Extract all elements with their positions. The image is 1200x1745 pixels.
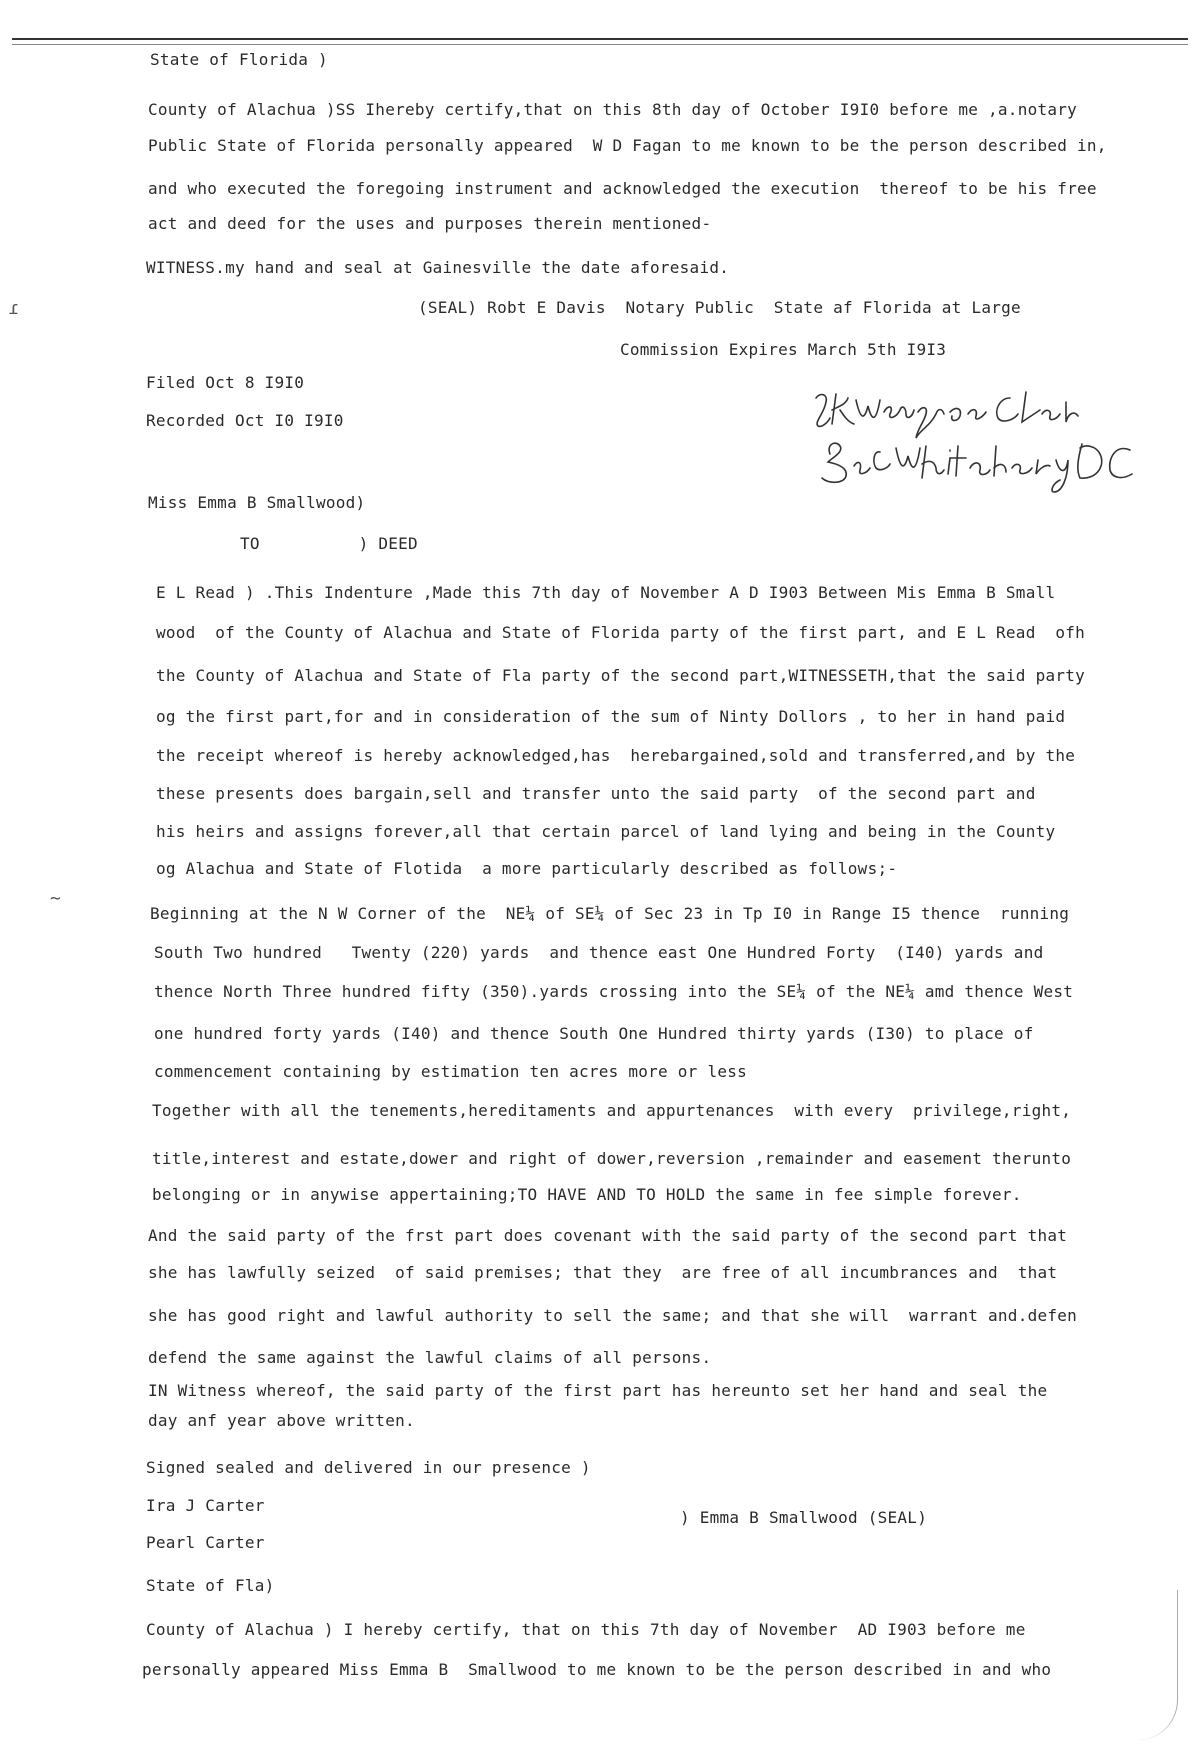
document-line: she has lawfully seized of said premises; that they are free of all incumbrances and that bbox=[148, 1263, 1058, 1282]
document-line: Pearl Carter bbox=[146, 1533, 265, 1552]
document-line: WITNESS.my hand and seal at Gainesville the date aforesaid. bbox=[146, 258, 730, 277]
svg-text:J H Wreinges Clerk By E Whiteh: J H Wreinges Clerk By E Whitehead DC bbox=[810, 496, 832, 497]
document-line: And the said party of the frst part does covenant with the said party of the second part that bbox=[148, 1226, 1068, 1245]
document-line: she has good right and lawful authority to sell the same; and that she will warrant and.defen bbox=[148, 1306, 1077, 1325]
document-line: South Two hundred Twenty (220) yards and thence east One Hundred Forty (I40) yards and bbox=[154, 943, 1044, 962]
document-line: (SEAL) Robt E Davis Notary Public State af Florida at Large bbox=[418, 298, 1021, 317]
document-line: County of Alachua )SS Ihereby certify,that on this 8th day of October I9I0 before me ,a.notary bbox=[148, 100, 1077, 119]
document-line: personally appeared Miss Emma B Smallwood to me known to be the person described in and who bbox=[142, 1660, 1052, 1679]
document-line: Beginning at the N W Corner of the NE¼ of SE¼ of Sec 23 in Tp I0 in Range I5 thence running bbox=[150, 904, 1070, 923]
document-line: wood of the County of Alachua and State of Florida party of the first part, and E L Read ofh bbox=[156, 623, 1085, 642]
document-line: act and deed for the uses and purposes therein mentioned- bbox=[148, 214, 712, 233]
document-line: day anf year above written. bbox=[148, 1411, 415, 1430]
document-line: Public State of Florida personally appeared W D Fagan to me known to be the person described in, bbox=[148, 136, 1107, 155]
document-line: Together with all the tenements,hereditaments and appurtenances with every privilege,right, bbox=[152, 1101, 1072, 1120]
document-line: Signed sealed and delivered in our presence ) bbox=[146, 1458, 591, 1477]
top-rule-secondary bbox=[12, 44, 1188, 45]
document-line: thence North Three hundred fifty (350).yards crossing into the SE¼ of the NE¼ amd thence West bbox=[154, 982, 1074, 1001]
page-curl-edge bbox=[1117, 1590, 1178, 1740]
document-line: these presents does bargain,sell and transfer unto the said party of the second part and bbox=[156, 784, 1036, 803]
document-line: his heirs and assigns forever,all that certain parcel of land lying and being in the County bbox=[156, 822, 1056, 841]
top-rule bbox=[12, 38, 1188, 40]
document-line: State of Fla) bbox=[146, 1576, 275, 1595]
clerk-signature bbox=[810, 388, 1140, 498]
document-line: one hundred forty yards (I40) and thence South One Hundred thirty yards (I30) to place of bbox=[154, 1024, 1034, 1043]
document-line: ) Emma B Smallwood (SEAL) bbox=[680, 1508, 928, 1527]
document-line: Recorded Oct I0 I9I0 bbox=[146, 411, 344, 430]
margin-mark: ~ bbox=[50, 888, 61, 909]
document-line: title,interest and estate,dower and right of dower,reversion ,remainder and easement therunto bbox=[152, 1149, 1072, 1168]
document-line: defend the same against the lawful claims of all persons. bbox=[148, 1348, 712, 1367]
document-line: and who executed the foregoing instrument and acknowledged the execution thereof to be his free bbox=[148, 179, 1097, 198]
document-line: Filed Oct 8 I9I0 bbox=[146, 373, 305, 392]
document-line: the receipt whereof is hereby acknowledged,has herebargained,sold and transferred,and by the bbox=[156, 746, 1076, 765]
document-line: TO ) DEED bbox=[240, 534, 418, 553]
document-line: E L Read ) .This Indenture ,Made this 7th day of November A D I903 Between Mis Emma B Small bbox=[156, 583, 1056, 602]
document-line: og Alachua and State of Flotida a more particularly described as follows;- bbox=[156, 859, 898, 878]
margin-mark: ɾ bbox=[8, 298, 19, 319]
document-line: the County of Alachua and State of Fla party of the second part,WITNESSETH,that the said party bbox=[156, 666, 1085, 685]
document-line: County of Alachua ) I hereby certify, that on this 7th day of November AD I903 before me bbox=[146, 1620, 1026, 1639]
document-line: og the first part,for and in consideration of the sum of Ninty Dollors , to her in hand paid bbox=[156, 707, 1066, 726]
document-line: Commission Expires March 5th I9I3 bbox=[620, 340, 947, 359]
document-line: Miss Emma B Smallwood) bbox=[148, 493, 366, 512]
document-line: Ira J Carter bbox=[146, 1496, 265, 1515]
document-line: State of Florida ) bbox=[150, 50, 328, 69]
document-line: IN Witness whereof, the said party of the first part has hereunto set her hand and seal the bbox=[148, 1381, 1048, 1400]
document-line: belonging or in anywise appertaining;TO HAVE AND TO HOLD the same in fee simple forever. bbox=[152, 1185, 1022, 1204]
document-line: commencement containing by estimation ten acres more or less bbox=[154, 1062, 747, 1081]
